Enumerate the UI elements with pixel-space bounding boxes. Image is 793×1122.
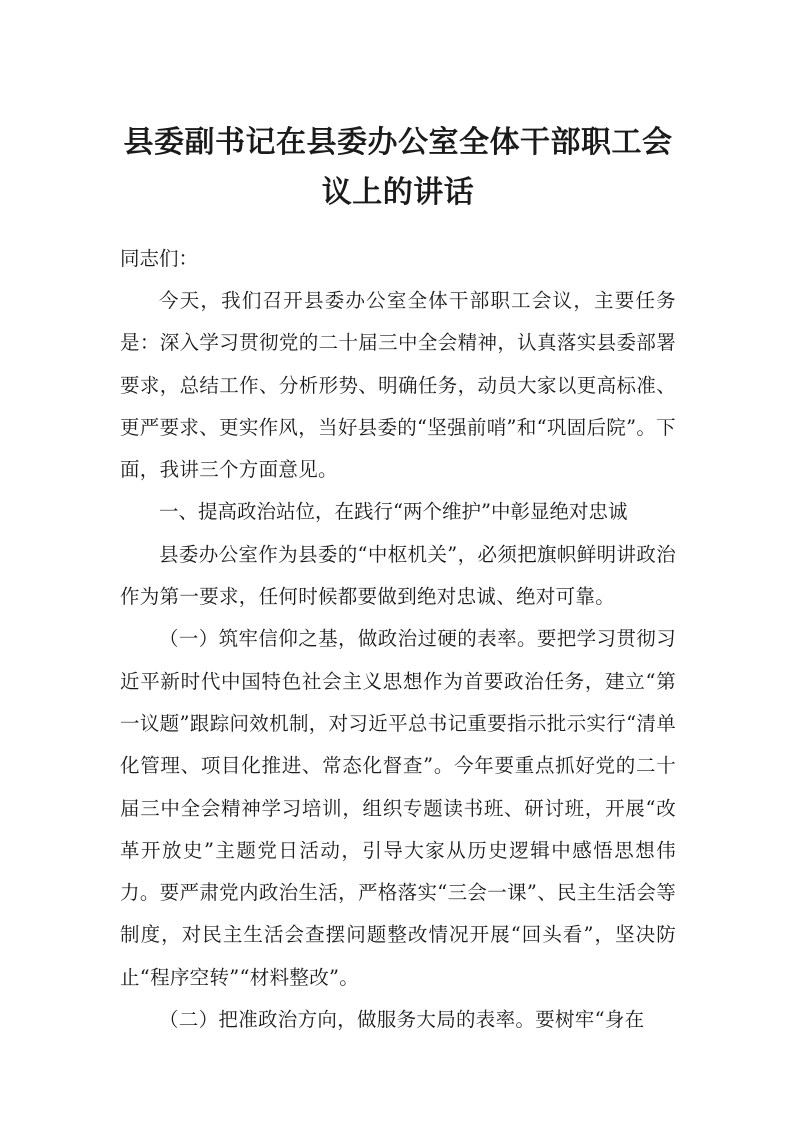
section-heading-1: 一、提高政治站位，在践行“两个维护”中彰显绝对忠诚 xyxy=(159,500,628,524)
salutation: 同志们： xyxy=(120,247,199,270)
document-page xyxy=(120,118,676,1041)
body-paragraph: （一）筑牢信仰之基，做政治过硬的表率。要把学习贯彻习近平新时代中国特色社会主义思想作为首要政治任务，建立“第一议题”跟踪问效机制，对习近平总书记重要指示批示实行“清单化管理、项目化推进、常态化督查”。今年要重点抓好党的二十届三中全会精神学习培训，组织专题读书班、研讨班，开展“改革开放史”主题党日活动，引导大家从历史逻辑中感悟思想伟力。要严肃党内政治生活，严格落实“三会一课”、民主生活会等制度，对民主生活会查摆问题整改情况开展“回头看”，坚决防止“程序空转”“材料整改”。 xyxy=(120,627,676,989)
document-title xyxy=(120,118,676,218)
body-paragraph: 县委办公室作为县委的“中枢机关”，必须把旗帜鲜明讲政治作为第一要求，任何时候都要做到绝对忠诚、绝对可靠。 xyxy=(120,542,676,609)
body-paragraph: （二）把准政治方向，做服务大局的表率。要树牢“身在 xyxy=(159,1008,645,1032)
title-line-1: 县委副书记在县委办公室全体干部职工会 xyxy=(123,125,673,160)
title-line-2: 议上的讲话 xyxy=(321,175,475,210)
body-paragraph-intro: 今天，我们召开县委办公室全体干部职工会议，主要任务是：深入学习贯彻党的二十届三中全会精神，认真落实县委部署要求，总结工作、分析形势、明确任务，动员大家以更高标准、更严要求、更实作风，当好县委的“坚强前哨”和“巩固后院”。下面，我讲三个方面意见。 xyxy=(120,289,676,482)
